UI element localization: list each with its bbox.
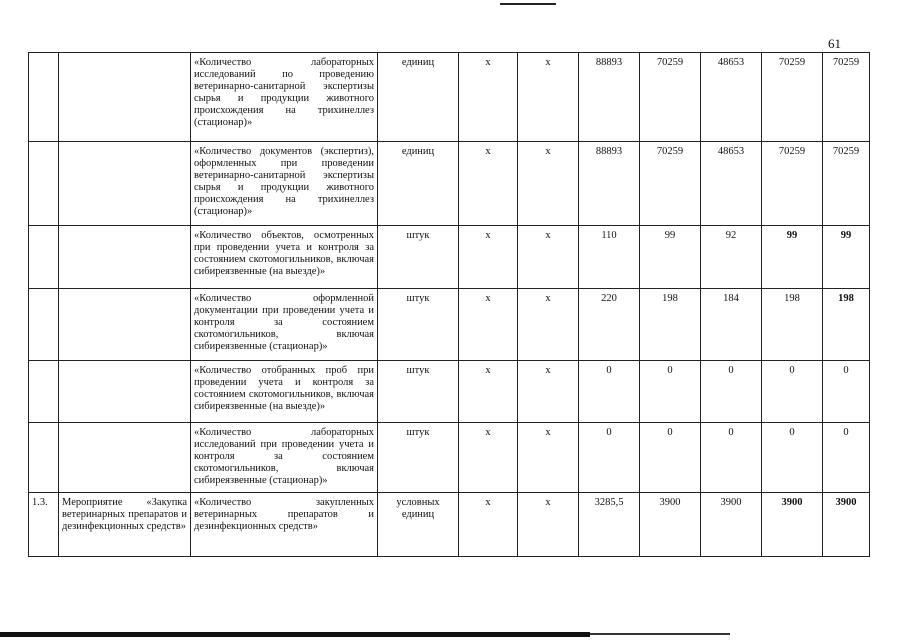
unit-cell: условных единиц <box>378 493 459 557</box>
value-cell-6: 0 <box>762 423 823 493</box>
scan-edge-line <box>590 633 730 635</box>
value-cell-4: 0 <box>640 423 701 493</box>
value-cell-4: 70259 <box>640 142 701 226</box>
value-cell-7: 0 <box>823 361 870 423</box>
table-row <box>29 289 870 361</box>
value-cell-6: 3900 <box>762 493 823 557</box>
value-cell-2: х <box>518 226 579 289</box>
row-number <box>29 53 59 142</box>
value-cell-3: 0 <box>579 361 640 423</box>
table-row <box>29 361 870 423</box>
value-cell-1: х <box>459 423 518 493</box>
value-cell-5: 184 <box>701 289 762 361</box>
value-cell-6: 70259 <box>762 142 823 226</box>
value-cell-3: 3285,5 <box>579 493 640 557</box>
activity-cell <box>59 53 191 142</box>
value-cell-1: х <box>459 493 518 557</box>
value-cell-2: х <box>518 361 579 423</box>
indicator-cell: «Количество документов (экспертиз), оформленных при проведении ветеринарно-санитарной экспертизы сырья и продукции животного происхождения на трихинеллез (стационар)» <box>191 142 378 226</box>
value-cell-5: 48653 <box>701 142 762 226</box>
value-cell-6: 99 <box>762 226 823 289</box>
indicator-cell: «Количество объектов, осмотренных при проведении учета и контроля за состоянием скотомогильников, включая сибиреязвенные (на выезде)» <box>191 226 378 289</box>
activity-cell: Мероприятие «Закупка ветеринарных препаратов и дезинфекционных средств» <box>59 493 191 557</box>
page-number: 61 <box>828 36 841 51</box>
value-cell-6: 0 <box>762 361 823 423</box>
value-cell-5: 48653 <box>701 53 762 142</box>
unit-cell: единиц <box>378 142 459 226</box>
top-rule <box>500 3 556 5</box>
value-cell-3: 88893 <box>579 53 640 142</box>
value-cell-3: 0 <box>579 423 640 493</box>
value-cell-4: 99 <box>640 226 701 289</box>
value-cell-3: 110 <box>579 226 640 289</box>
scan-edge-bar <box>0 632 590 637</box>
row-number: 1.3. <box>29 493 59 557</box>
activity-cell <box>59 226 191 289</box>
row-number <box>29 142 59 226</box>
value-cell-6: 198 <box>762 289 823 361</box>
value-cell-7: 0 <box>823 423 870 493</box>
value-cell-2: х <box>518 423 579 493</box>
value-cell-4: 0 <box>640 361 701 423</box>
value-cell-3: 220 <box>579 289 640 361</box>
unit-cell: штук <box>378 289 459 361</box>
activity-cell <box>59 423 191 493</box>
value-cell-2: х <box>518 493 579 557</box>
indicator-cell: «Количество лабораторных исследований по проведению ветеринарно-санитарной экспертизы сырья и продукции животного происхождения на трихинеллез (стационар)» <box>191 53 378 142</box>
value-cell-5: 3900 <box>701 493 762 557</box>
value-cell-1: х <box>459 226 518 289</box>
table-row <box>29 226 870 289</box>
value-cell-3: 88893 <box>579 142 640 226</box>
value-cell-1: х <box>459 289 518 361</box>
indicators-table <box>28 52 870 557</box>
value-cell-5: 92 <box>701 226 762 289</box>
value-cell-7: 198 <box>823 289 870 361</box>
value-cell-4: 198 <box>640 289 701 361</box>
table-row <box>29 142 870 226</box>
value-cell-1: х <box>459 142 518 226</box>
indicator-cell: «Количество лабораторных исследований при проведении учета и контроля за состоянием скотомогильников, включая сибиреязвенные (стационар)» <box>191 423 378 493</box>
row-number <box>29 423 59 493</box>
unit-cell: штук <box>378 423 459 493</box>
value-cell-1: х <box>459 53 518 142</box>
unit-cell: штук <box>378 361 459 423</box>
value-cell-2: х <box>518 289 579 361</box>
unit-cell: единиц <box>378 53 459 142</box>
unit-cell: штук <box>378 226 459 289</box>
value-cell-2: х <box>518 53 579 142</box>
value-cell-7: 70259 <box>823 142 870 226</box>
indicator-cell: «Количество оформленной документации при проведении учета и контроля за состоянием скотомогильников, включая сибиреязвенные (стационар)» <box>191 289 378 361</box>
activity-cell <box>59 361 191 423</box>
value-cell-7: 3900 <box>823 493 870 557</box>
activity-cell <box>59 289 191 361</box>
value-cell-5: 0 <box>701 361 762 423</box>
value-cell-6: 70259 <box>762 53 823 142</box>
table-row <box>29 493 870 557</box>
table-row <box>29 423 870 493</box>
indicator-cell: «Количество закупленных ветеринарных препаратов и дезинфекционных средств» <box>191 493 378 557</box>
value-cell-7: 99 <box>823 226 870 289</box>
value-cell-2: х <box>518 142 579 226</box>
indicator-cell: «Количество отобранных проб при проведении учета и контроля за состоянием скотомогильников, включая сибиреязвенные (на выезде)» <box>191 361 378 423</box>
row-number <box>29 289 59 361</box>
value-cell-7: 70259 <box>823 53 870 142</box>
row-number <box>29 361 59 423</box>
row-number <box>29 226 59 289</box>
table-row <box>29 53 870 142</box>
value-cell-5: 0 <box>701 423 762 493</box>
activity-cell <box>59 142 191 226</box>
value-cell-4: 3900 <box>640 493 701 557</box>
value-cell-4: 70259 <box>640 53 701 142</box>
value-cell-1: х <box>459 361 518 423</box>
